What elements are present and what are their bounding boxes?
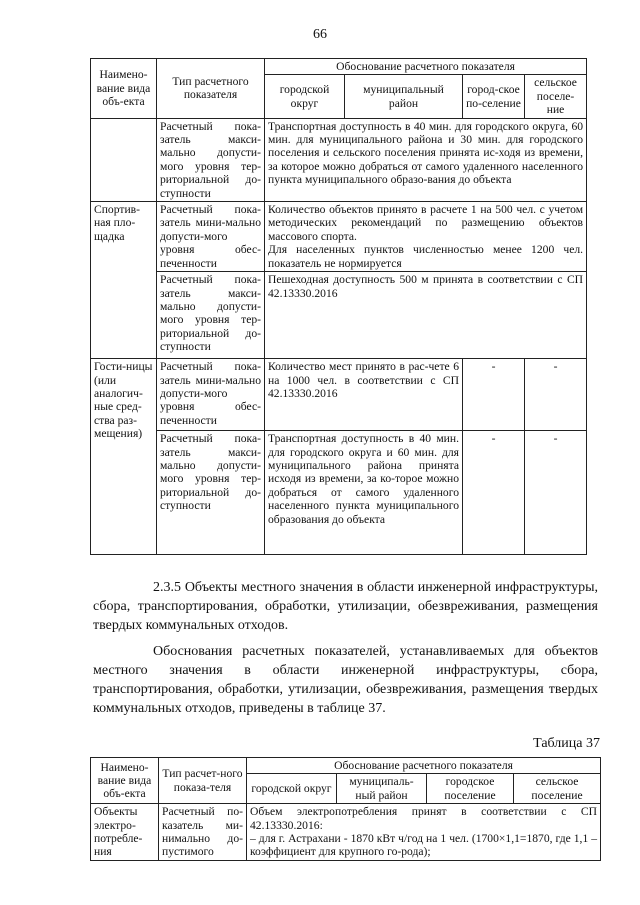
table-header-row [91, 758, 601, 774]
body-paragraph: Обоснования расчетных показателей, устанавливаемых для объектов местного значения в области инженерной инфраструктуры, сбора, транспортирования, обработки, утилизации, обезвреживания, размещения твердых коммунальных отходов, приведены в таблице 37. [93, 644, 598, 716]
header-municipal-district: муниципаль-ный район [337, 774, 427, 804]
indicator-type-cell: Расчетный пока-затель мини-мально допусти-мого уровня обес-печенности [157, 359, 265, 431]
table-row [91, 804, 601, 861]
indicator-type-cell: Расчетный пока-затель макси-мально допусти-мого уровня тер-риториальной до-ступности [157, 272, 265, 359]
header-urban-district: городской округ [247, 774, 337, 804]
rural-settlement-value: - [525, 431, 587, 555]
header-object-name: Наимено-вание вида объ-екта [91, 758, 159, 804]
header-justification: Обоснование расчетного показателя [265, 59, 587, 75]
table-row [91, 202, 587, 272]
justification-cell [265, 202, 587, 272]
object-name-cell [91, 118, 157, 201]
table-37 [90, 757, 601, 861]
justification-cell: Транспортная доступность в 40 мин. для городского округа, 60 мин. для муниципального района и 30 мин. для городского поселения и сельского поселения принята ис-ходя из времени, за которое можно добраться от самого удаленного населенного пункта муниципального образо-вания до объекта [265, 118, 587, 201]
table-row [91, 118, 587, 201]
justification-cell: Транспортная доступность в 40 мин. для городского округа и 60 мин. для муниципального района принята исходя из времени, за ко-торое можно добраться от самого удаленного населенного пункта муниципального образования до объекта [265, 431, 463, 555]
justification-cell: Пешеходная доступность 500 м принята в соответствии с СП 42.13330.2016 [265, 272, 587, 359]
justification-text: Объем электропотребления принят в соответствии с СП 42.13330.2016: [250, 805, 598, 832]
justification-cell: Количество мест принято в рас-чете 6 на 1000 чел. в соответствии с СП 42.13330.2016 [265, 359, 463, 431]
header-indicator-type: Тип расчетного показателя [157, 59, 265, 119]
object-name-cell: Спортив-ная пло-щадка [91, 202, 157, 359]
indicator-type-cell: Расчетный пока-затель макси-мально допусти-мого уровня тер-риториальной до-ступности [157, 431, 265, 555]
table-row [91, 272, 587, 359]
urban-settlement-value: - [463, 431, 525, 555]
header-rural-settlement: сельское поселе-ние [525, 75, 587, 118]
object-name-cell: Гости-ницы (или аналогич-ные сред-ства раз-мещения) [91, 359, 157, 555]
table-row [91, 359, 587, 431]
justification-note: Для населенных пунктов численностью менее 1200 чел. показатель не нормируется [268, 243, 584, 270]
header-urban-settlement: город-ское по-селение [463, 75, 525, 118]
indicator-type-cell: Расчетный пока-затель макси-мально допусти-мого уровня тер-риториальной до-ступности [157, 118, 265, 201]
table-36 [90, 58, 587, 555]
justification-list-item: – для г. Астрахани - 1870 кВт ч/год на 1 чел. (1700×1,1=1870, где 1,1 – коэффициент для крупного го-рода); [250, 832, 598, 859]
table-row [91, 431, 587, 555]
table-caption: Таблица 37 [533, 736, 600, 751]
object-name-cell: Объекты электро-потребле-ния [91, 804, 159, 861]
urban-settlement-value: - [463, 359, 525, 431]
indicator-type-cell: Расчетный пока-затель мини-мально допусти-мого уровня обес-печенности [157, 202, 265, 272]
justification-text: Количество объектов принято в расчете 1 на 500 чел. с учетом методических рекомендаций по размещению объектов массового спорта. [268, 203, 584, 243]
table-header-row [91, 59, 587, 75]
justification-cell [247, 804, 601, 861]
header-municipal-district: муниципальный район [345, 75, 463, 118]
header-rural-settlement: сельское поселение [514, 774, 601, 804]
section-heading: 2.3.5 Объекты местного значения в области инженерной инфраструктуры, сбора, транспортирования, обработки, утилизации, обезвреживания, размещения твердых коммунальных отходов. [93, 580, 598, 633]
page-number: 66 [313, 27, 327, 42]
header-object-name: Наимено-вание вида объ-екта [91, 59, 157, 119]
header-urban-district: городской округ [265, 75, 345, 118]
header-indicator-type: Тип расчет-ного показа-теля [159, 758, 247, 804]
rural-settlement-value: - [525, 359, 587, 431]
header-urban-settlement: городское поселение [427, 774, 514, 804]
header-justification: Обоснование расчетного показателя [247, 758, 601, 774]
indicator-type-cell: Расчетный по-казатель ми-нимально до-пустимого [159, 804, 247, 861]
